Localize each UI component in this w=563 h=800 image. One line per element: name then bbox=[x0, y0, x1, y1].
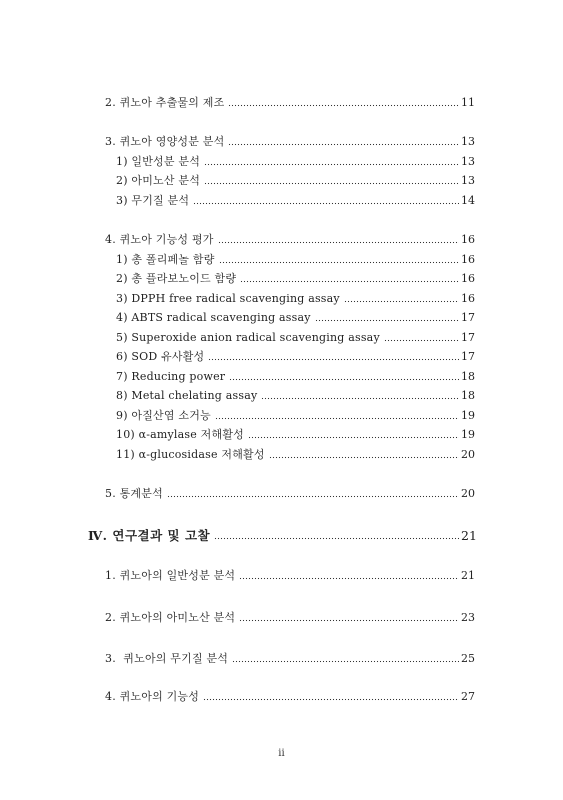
dot-leader bbox=[228, 137, 459, 146]
dot-leader bbox=[344, 294, 459, 303]
toc-entry-title: 3) 무기질 분석 bbox=[116, 194, 190, 207]
dot-leader bbox=[218, 235, 459, 244]
toc-entry-title: 2) 총 플라보노이드 함량 bbox=[116, 272, 237, 285]
dot-leader bbox=[215, 411, 459, 420]
toc-entry bbox=[0, 249, 563, 267]
toc-entry-page: 20 bbox=[461, 487, 475, 500]
dot-leader bbox=[204, 176, 459, 185]
toc-entry-page: 18 bbox=[461, 370, 475, 383]
toc-entry-page: 23 bbox=[461, 611, 475, 624]
toc-entry-page: 18 bbox=[461, 389, 475, 402]
toc-entry bbox=[0, 229, 563, 247]
toc-entry bbox=[0, 405, 563, 423]
toc-entry bbox=[0, 307, 563, 325]
toc-entry bbox=[0, 686, 563, 704]
toc-entry-title: 3. 퀴노아 영양성분 분석 bbox=[105, 135, 225, 148]
toc-entry bbox=[0, 190, 563, 208]
dot-leader bbox=[167, 489, 459, 498]
toc-entry bbox=[0, 327, 563, 345]
dot-leader bbox=[219, 255, 459, 264]
toc-entry-title: 2. 퀴노아 추출물의 제조 bbox=[105, 96, 225, 109]
toc-entry bbox=[0, 131, 563, 149]
toc-entry-title: 4. 퀴노아 기능성 평가 bbox=[105, 233, 214, 246]
toc-entry-title: 3. 퀴노아의 무기질 분석 bbox=[105, 652, 229, 665]
toc-entry-page: 21 bbox=[461, 569, 475, 582]
toc-entry-page: 14 bbox=[461, 194, 475, 207]
toc-entry-title: 4. 퀴노아의 기능성 bbox=[105, 690, 200, 703]
dot-leader bbox=[232, 654, 459, 663]
dot-leader bbox=[208, 352, 459, 361]
toc-entry bbox=[0, 565, 563, 583]
toc-entry-page: 17 bbox=[461, 350, 475, 363]
dot-leader bbox=[203, 692, 459, 701]
dot-leader bbox=[261, 391, 459, 400]
dot-leader bbox=[229, 372, 459, 381]
dot-leader bbox=[240, 274, 459, 283]
toc-entry-page: 13 bbox=[461, 135, 475, 148]
toc-entry-page: 17 bbox=[461, 311, 475, 324]
toc-entry-page: 16 bbox=[461, 272, 475, 285]
toc-entry bbox=[0, 151, 563, 169]
toc-entry-title: 4) ABTS radical scavenging assay bbox=[116, 311, 311, 324]
toc-entry-page: 13 bbox=[461, 174, 475, 187]
toc-entry-title: Ⅳ. 연구결과 및 고찰 bbox=[88, 528, 211, 543]
toc-entry bbox=[0, 346, 563, 364]
toc-entry-page: 16 bbox=[461, 292, 475, 305]
toc-entry bbox=[0, 170, 563, 188]
dot-leader bbox=[315, 313, 459, 322]
toc-entry-title: 7) Reducing power bbox=[116, 370, 226, 383]
toc-entry-page: 11 bbox=[461, 96, 475, 109]
toc-entry bbox=[0, 385, 563, 403]
toc-entry bbox=[0, 92, 563, 110]
toc-entry-title: 11) α-glucosidase 저해활성 bbox=[116, 448, 265, 461]
toc-entry-page: 17 bbox=[461, 331, 475, 344]
toc-entry-title: 1) 총 폴리페놀 함량 bbox=[116, 253, 215, 266]
toc-entry-page: 25 bbox=[461, 652, 475, 665]
toc-entry bbox=[0, 288, 563, 306]
toc-entry-page: 21 bbox=[461, 528, 477, 543]
toc-entry bbox=[0, 444, 563, 462]
toc-entry-page: 20 bbox=[461, 448, 475, 461]
toc-entry-page: 19 bbox=[461, 428, 475, 441]
toc-entry-title: 1. 퀴노아의 일반성분 분석 bbox=[105, 569, 236, 582]
toc-entry-title: 9) 아질산염 소거능 bbox=[116, 409, 211, 422]
dot-leader bbox=[214, 531, 459, 540]
toc-entry-title: 3) DPPH free radical scavenging assay bbox=[116, 292, 340, 305]
page-number: ii bbox=[278, 748, 285, 759]
dot-leader bbox=[269, 450, 459, 459]
toc-entry bbox=[0, 607, 563, 625]
dot-leader bbox=[228, 98, 459, 107]
toc-entry bbox=[0, 268, 563, 286]
toc-entry-title: 10) α-amylase 저해활성 bbox=[116, 428, 244, 441]
dot-leader bbox=[248, 430, 459, 439]
toc-entry-title: 6) SOD 유사활성 bbox=[116, 350, 205, 363]
toc-entry bbox=[0, 424, 563, 442]
toc-entry-title: 1) 일반성분 분석 bbox=[116, 155, 201, 168]
toc-entry bbox=[0, 648, 563, 666]
toc-chapter-entry bbox=[0, 525, 563, 543]
toc-entry bbox=[0, 483, 563, 501]
dot-leader bbox=[193, 196, 459, 205]
toc-entry-page: 16 bbox=[461, 233, 475, 246]
dot-leader bbox=[239, 571, 459, 580]
toc-entry-title: 5) Superoxide anion radical scavenging assay bbox=[116, 331, 380, 344]
dot-leader bbox=[384, 333, 459, 342]
toc-entry-title: 2) 아미노산 분석 bbox=[116, 174, 201, 187]
toc-entry-title: 8) Metal chelating assay bbox=[116, 389, 258, 402]
toc-entry-title: 2. 퀴노아의 아미노산 분석 bbox=[105, 611, 236, 624]
dot-leader bbox=[239, 613, 459, 622]
toc-entry-page: 19 bbox=[461, 409, 475, 422]
dot-leader bbox=[204, 157, 459, 166]
toc-entry-page: 16 bbox=[461, 253, 475, 266]
toc-entry-page: 13 bbox=[461, 155, 475, 168]
toc-entry-page: 27 bbox=[461, 690, 475, 703]
toc-entry bbox=[0, 366, 563, 384]
toc-entry-title: 5. 통계분석 bbox=[105, 487, 163, 500]
